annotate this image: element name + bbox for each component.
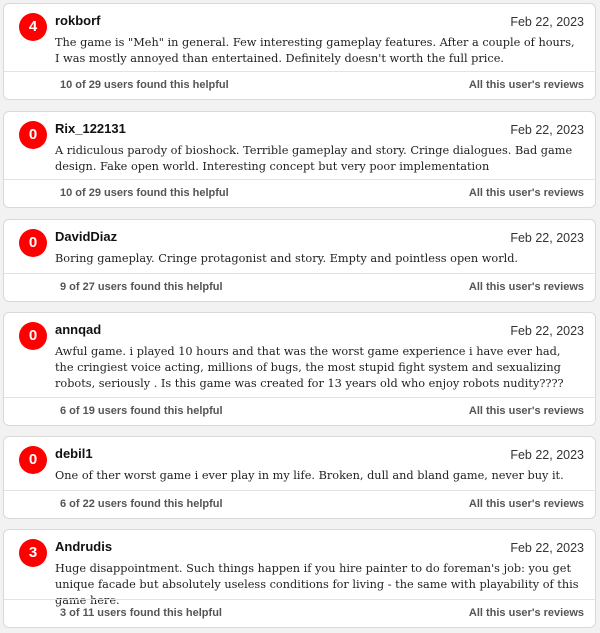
review-date: Feb 22, 2023 xyxy=(510,448,584,462)
review-card xyxy=(3,219,596,302)
review-date: Feb 22, 2023 xyxy=(510,231,584,245)
all-user-reviews-link[interactable]: All this user's reviews xyxy=(468,187,584,199)
review-author-link[interactable]: Rix_122131 xyxy=(55,121,126,136)
all-user-reviews-link[interactable]: All this user's reviews xyxy=(468,405,584,417)
review-card xyxy=(3,312,596,426)
review-text: Boring gameplay. Cringe protagonist and story. Empty and pointless open world. xyxy=(55,252,519,265)
score-badge: 4 xyxy=(19,13,47,41)
all-user-reviews-link[interactable]: All this user's reviews xyxy=(468,607,584,619)
all-user-reviews-link[interactable]: All this user's reviews xyxy=(468,79,584,91)
review-text: The game is "Meh" in general. Few interesting gameplay features. After a couple of hours, I was mostly annoyed than entertained. Definitely doesn't worth the full price. xyxy=(55,36,575,65)
review-footer xyxy=(4,179,595,207)
review-date: Feb 22, 2023 xyxy=(510,123,584,137)
review-footer xyxy=(4,397,595,425)
review-text: Awful game. i played 10 hours and that was the worst game experience i have ever had, the cringiest voice acting, millions of bugs, the most stupid fight system and sexualizing robots, seriously . Is this game was created for 13 years old who enjoy robots nudity???? xyxy=(55,345,564,390)
review-author-link[interactable]: Andrudis xyxy=(55,539,113,554)
helpful-count-link[interactable]: 3 of 11 users found this helpful xyxy=(60,607,222,619)
review-footer xyxy=(4,599,595,627)
helpful-count-link[interactable]: 6 of 19 users found this helpful xyxy=(60,405,223,417)
review-text: A ridiculous parody of bioshock. Terrible gameplay and story. Cringe dialogues. Bad game design. Fake open world. Interesting concept but very poor implementation xyxy=(55,144,573,173)
all-user-reviews-link[interactable]: All this user's reviews xyxy=(468,498,584,510)
helpful-count-link[interactable]: 10 of 29 users found this helpful xyxy=(60,79,229,91)
score-badge: 3 xyxy=(19,539,47,567)
score-badge: 0 xyxy=(19,322,47,350)
score-badge: 0 xyxy=(19,446,47,474)
review-card xyxy=(3,436,596,519)
review-footer xyxy=(4,71,595,99)
score-badge: 0 xyxy=(19,121,47,149)
review-text: Huge disappointment. Such things happen if you hire painter to do foreman's job: you get unique facade but absolutely useless conditions for living - the same with playability of this game here. xyxy=(55,562,579,607)
review-footer xyxy=(4,273,595,301)
review-date: Feb 22, 2023 xyxy=(510,15,584,29)
helpful-count-link[interactable]: 10 of 29 users found this helpful xyxy=(60,187,229,199)
all-user-reviews-link[interactable]: All this user's reviews xyxy=(468,281,584,293)
review-author-link[interactable]: DavidDiaz xyxy=(55,229,118,244)
score-badge: 0 xyxy=(19,229,47,257)
helpful-count-link[interactable]: 9 of 27 users found this helpful xyxy=(60,281,223,293)
review-author-link[interactable]: debil1 xyxy=(55,446,93,461)
review-card xyxy=(3,529,596,628)
review-card xyxy=(3,111,596,208)
review-date: Feb 22, 2023 xyxy=(510,541,584,555)
review-date: Feb 22, 2023 xyxy=(510,324,584,338)
helpful-count-link[interactable]: 6 of 22 users found this helpful xyxy=(60,498,223,510)
review-author-link[interactable]: rokborf xyxy=(55,13,101,28)
review-card xyxy=(3,3,596,100)
review-footer xyxy=(4,490,595,518)
review-author-link[interactable]: annqad xyxy=(55,322,102,337)
review-text: One of ther worst game i ever play in my life. Broken, dull and bland game, never buy it. xyxy=(55,469,564,482)
